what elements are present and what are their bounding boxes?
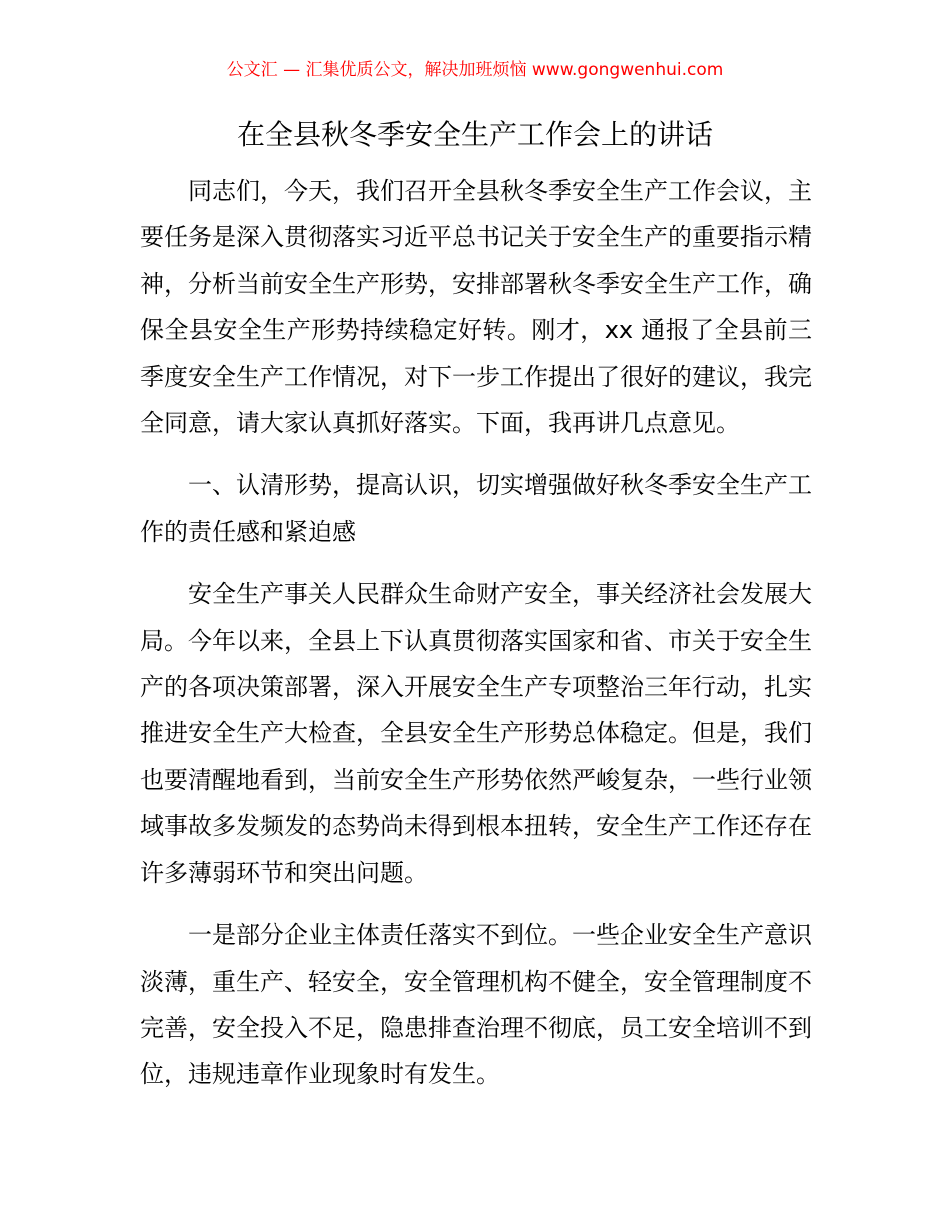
paragraph-situation: 安全生产事关人民群众生命财产安全，事关经济社会发展大局。今年以来，全县上下认真贯彻落实国家和省、市关于安全生产的各项决策部署，深入开展安全生产专项整治三年行动，扎实推进安全生产大检查，全县安全生产形势总体稳定。但是，我们也要清醒地看到，当前安全生产形势依然严峻复杂，一些行业领域事故多发频发的态势尚未得到根本扭转，安全生产工作还存在许多薄弱环节和突出问题。 <box>140 580 812 887</box>
header-banner: 公文汇 — 汇集优质公文，解决加班烦恼 www.gongwenhui.com <box>226 60 724 80</box>
paragraph-point-1: 一是部分企业主体责任落实不到位。一些企业安全生产意识淡薄，重生产、轻安全，安全管理机构不健全，安全管理制度不完善，安全投入不足，隐患排查治理不彻底，员工安全培训不到位，违规违章作业现象时有发生。 <box>140 921 812 1089</box>
document-body <box>140 168 812 1098</box>
section-heading-1: 一、认清形势，提高认识，切实增强做好秋冬季安全生产工作的责任感和紧迫感 <box>140 471 812 546</box>
page-title: 在全县秋冬季安全生产工作会上的讲话 <box>236 118 713 151</box>
paragraph-opening: 同志们，今天，我们召开全县秋冬季安全生产工作会议，主要任务是深入贯彻落实习近平总书记关于安全生产的重要指示精神，分析当前安全生产形势，安排部署秋冬季安全生产工作，确保全县安全生产形势持续稳定好转。刚才，xx 通报了全县前三季度安全生产工作情况，对下一步工作提出了很好的建议，我完全同意，请大家认真抓好落实。下面，我再讲几点意见。 <box>140 177 812 438</box>
